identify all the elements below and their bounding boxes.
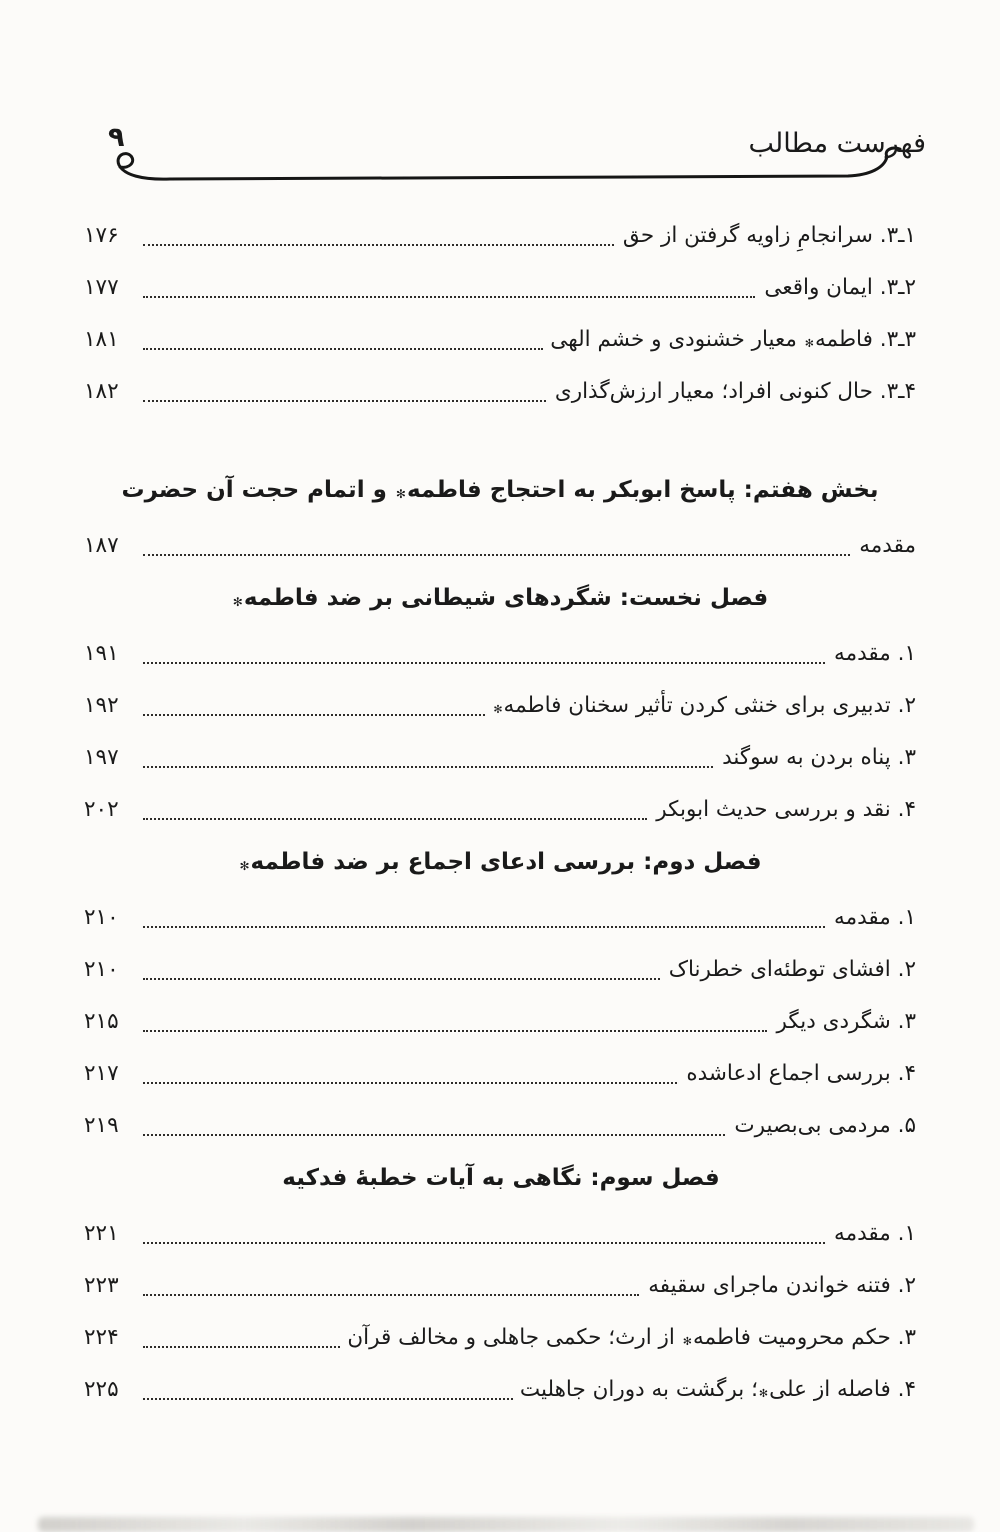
entry-page-number: ۱۹۱ [84,641,119,667]
heading-text: فصل سوم: نگاهی به آیات خطبهٔ فدکیه [282,1165,720,1191]
entry-label-text: ۲ـ۳. ایمان واقعی [764,275,916,301]
entry-label [832,643,916,665]
entry-label [857,535,916,557]
entry-label [550,329,916,351]
entry-label [774,1011,916,1033]
chapter-heading-1 [84,580,916,616]
entry-label-text: ۳. شگردی دیگر [776,1009,916,1035]
entry-label [520,1379,916,1401]
dotted-leader [143,296,755,298]
toc-entry [84,1364,916,1416]
dotted-leader [143,400,546,402]
honorific-icon: ✻ [395,487,406,501]
toc-entry [84,1208,916,1260]
toc-entry [84,944,916,996]
entry-label-text: معیار خشنودی و خشم الهی [550,327,804,353]
dotted-leader [143,714,485,716]
toc-entry [84,366,916,418]
entry-page-number: ۲۱۰ [84,957,119,983]
dotted-leader [143,1134,725,1136]
toc-entry [84,1312,916,1364]
entry-label [720,747,916,769]
toc-entry [84,1100,916,1152]
chapter-heading-3 [84,1160,916,1196]
entry-page-number: ۲۰۲ [84,797,119,823]
dotted-leader [143,1294,639,1296]
entry-label-text: ۳. پناه بردن به سوگند [722,745,916,771]
honorific-icon: ✻ [239,859,250,873]
dotted-leader [143,554,850,556]
dotted-leader [143,766,713,768]
toc-entry [84,210,916,262]
entry-page-number: ۱۹۲ [84,693,119,719]
entry-page-number: ۱۸۷ [84,533,119,559]
page-header [84,0,926,210]
honorific-icon: ✻ [682,1335,692,1349]
folio-page-number: ۹ [108,122,125,153]
entry-page-number: ۱۹۷ [84,745,119,771]
entry-label-text: ۴ـ۳. حال کنونی افراد؛ معیار ارزش‌گذاری [554,379,916,405]
dotted-leader [143,818,647,820]
entry-label-text: ۳ـ۳. فاطمه [814,327,916,353]
entry-label [646,1275,916,1297]
entry-page-number: ۱۷۶ [84,223,119,249]
heading-text: فصل نخست: شگردهای شیطانی بر ضد فاطمه [243,585,769,611]
entry-label [621,225,916,247]
entry-page-number: ۲۱۰ [84,905,119,931]
entry-page-number: ۱۸۲ [84,379,119,405]
entry-label-text: مقدمه [859,533,916,559]
dotted-leader [143,1242,825,1244]
dotted-leader [143,1346,340,1348]
entry-label [684,1063,916,1085]
entry-label-text: ۴. فاصله از علی [769,1377,916,1403]
entry-page-number: ۲۲۵ [84,1377,119,1403]
entry-label-text: ۲. تدبیری برای خنثی کردن تأثیر سخنان فاطمه [503,693,916,719]
dotted-leader [143,1398,513,1400]
entry-page-number: ۲۱۷ [84,1061,119,1087]
heading-text: و اتمام حجت آن حضرت [121,477,395,503]
entry-label-text: ۱ـ۳. سرانجامِ زاویه گرفتن از حق [622,223,916,249]
entry-label [832,907,916,929]
toc-entry [84,628,916,680]
toc-entry [84,892,916,944]
entry-label [667,959,916,981]
toc-entry [84,1260,916,1312]
dotted-leader [143,348,543,350]
entry-label-text: ۱. مقدمه [834,641,916,667]
honorific-icon: ✻ [758,1387,769,1401]
toc-entry [84,784,916,836]
heading-text: بخش هفتم: پاسخ ابوبکر به احتجاج فاطمه [406,477,879,503]
entry-label [492,695,916,717]
section-heading-part7 [84,472,916,508]
entry-label [732,1115,916,1137]
entry-label [762,277,916,299]
entry-label [553,381,916,403]
scan-artifact-band [38,1517,974,1532]
entry-label-text: ۴. بررسی اجماع ادعاشده [686,1061,916,1087]
page-title: فهرست مطالب [748,128,926,159]
dotted-leader [143,1082,677,1084]
entry-page-number: ۲۱۹ [84,1113,119,1139]
entry-label-text: ۲. افشای توطئه‌ای خطرناک [668,957,916,983]
entry-label-text: ۱. مقدمه [834,1221,916,1247]
dotted-leader [143,978,660,980]
entry-label [832,1223,916,1245]
entry-label [654,799,916,821]
honorific-icon: ✻ [804,337,814,351]
entry-page-number: ۱۸۱ [84,327,119,353]
honorific-icon: ✻ [232,595,243,609]
dotted-leader [143,244,614,246]
dotted-leader [143,662,825,664]
entry-page-number: ۲۲۳ [84,1273,119,1299]
entry-page-number: ۱۷۷ [84,275,119,301]
dotted-leader [143,926,825,928]
toc-list [84,210,916,1416]
toc-entry [84,262,916,314]
entry-label-text: ۲. فتنه خواندن ماجرای سقیفه [648,1273,916,1299]
entry-label-text: ۵. مردمی بی‌بصیرت [734,1113,916,1139]
dotted-leader [143,1030,767,1032]
entry-label-text: ۳. حکم محرومیت فاطمه [692,1325,916,1351]
honorific-icon: ✻ [493,703,503,717]
toc-entry [84,680,916,732]
toc-entry [84,520,916,572]
entry-page-number: ۲۲۴ [84,1325,119,1351]
toc-entry [84,314,916,366]
entry-page-number: ۲۱۵ [84,1009,119,1035]
toc-entry [84,1048,916,1100]
entry-label-text: از ارث؛ حکمی جاهلی و مخالف قرآن [347,1325,682,1351]
entry-label-text: ؛ برگشت به دوران جاهلیت [519,1377,758,1403]
entry-page-number: ۲۲۱ [84,1221,119,1247]
heading-text: فصل دوم: بررسی ادعای اجماع بر ضد فاطمه [250,849,762,875]
entry-label-text: ۱. مقدمه [834,905,916,931]
chapter-heading-2 [84,844,916,880]
entry-label [347,1327,916,1349]
entry-label-text: ۴. نقد و بررسی حدیث ابوبکر [656,797,916,823]
toc-entry [84,996,916,1048]
toc-entry [84,732,916,784]
